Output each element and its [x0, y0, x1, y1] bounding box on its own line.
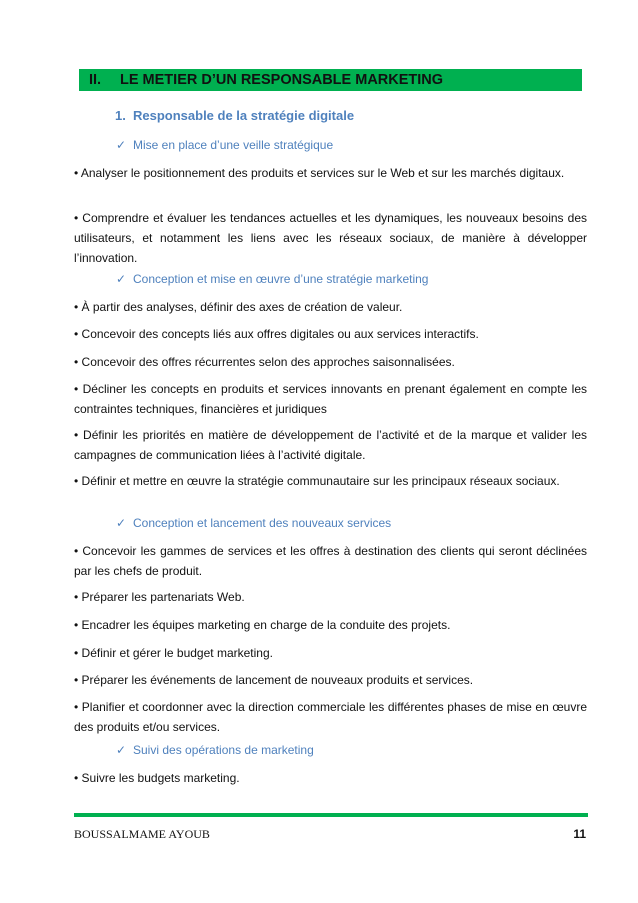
- bullet-paragraph: • Définir les priorités en matière de développement de l’activité et de la marque et valider les campagnes de communication liées à l’activité digitale.: [74, 428, 587, 462]
- bullet-paragraph: • Préparer les partenariats Web.: [74, 590, 245, 604]
- section-number: II.: [89, 72, 102, 88]
- bullet-paragraph: • Concevoir des concepts liés aux offres digitales ou aux services interactifs.: [74, 327, 479, 341]
- check-heading-suivi: [116, 743, 314, 757]
- bullet-paragraph: • À partir des analyses, définir des axes de création de valeur.: [74, 300, 403, 314]
- bullet-paragraph: • Concevoir les gammes de services et les offres à destination des clients qui seront déclinées par les chefs de produit.: [74, 544, 587, 578]
- check-heading-text: Conception et mise en œuvre d’une stratégie marketing: [133, 272, 429, 286]
- bullet-paragraph: • Analyser le positionnement des produits et services sur le Web et sur les marchés digitaux.: [74, 166, 565, 180]
- check-heading-text: Suivi des opérations de marketing: [133, 743, 314, 757]
- bullet-paragraph: • Suivre les budgets marketing.: [74, 771, 240, 785]
- section-heading-bar: [79, 69, 582, 91]
- check-mark-icon: ✓: [116, 272, 127, 286]
- check-heading-strategie: [116, 272, 428, 286]
- subsection-number: 1.: [115, 108, 126, 123]
- check-mark-icon: ✓: [116, 138, 127, 152]
- check-mark-icon: ✓: [116, 743, 127, 757]
- subsection-heading: [115, 108, 354, 123]
- section-title: LE METIER D’UN RESPONSABLE MARKETING: [120, 72, 444, 88]
- bullet-paragraph: • Planifier et coordonner avec la direction commerciale les différentes phases de mise en œuvre des produits et/ou services.: [74, 700, 587, 734]
- footer-author: BOUSSALMAME AYOUB: [74, 827, 210, 841]
- check-heading-text: Conception et lancement des nouveaux services: [133, 516, 392, 530]
- page-number: 11: [573, 827, 586, 841]
- bullet-paragraph: • Encadrer les équipes marketing en charge de la conduite des projets.: [74, 618, 451, 632]
- bullet-paragraph: • Comprendre et évaluer les tendances actuelles et les dynamiques, les nouveaux besoins des utilisateurs, et notamment les liens avec les réseaux sociaux, de manière à développer l’innovation.: [74, 211, 587, 265]
- bullet-paragraph: • Décliner les concepts en produits et services innovants en prenant également en compte les contraintes techniques, financières et juridiques: [74, 382, 587, 416]
- check-heading-text: Mise en place d’une veille stratégique: [133, 138, 334, 152]
- bullet-paragraph: • Définir et gérer le budget marketing.: [74, 646, 273, 660]
- check-heading-services: [116, 516, 391, 530]
- check-heading-veille: [116, 138, 333, 152]
- footer-divider: [74, 813, 588, 817]
- bullet-paragraph: • Définir et mettre en œuvre la stratégie communautaire sur les principaux réseaux sociaux.: [74, 474, 560, 488]
- subsection-title: Responsable de la stratégie digitale: [133, 108, 355, 123]
- check-mark-icon: ✓: [116, 516, 127, 530]
- bullet-paragraph: • Préparer les événements de lancement de nouveaux produits et services.: [74, 673, 474, 687]
- bullet-paragraph: • Concevoir des offres récurrentes selon des approches saisonnalisées.: [74, 355, 455, 369]
